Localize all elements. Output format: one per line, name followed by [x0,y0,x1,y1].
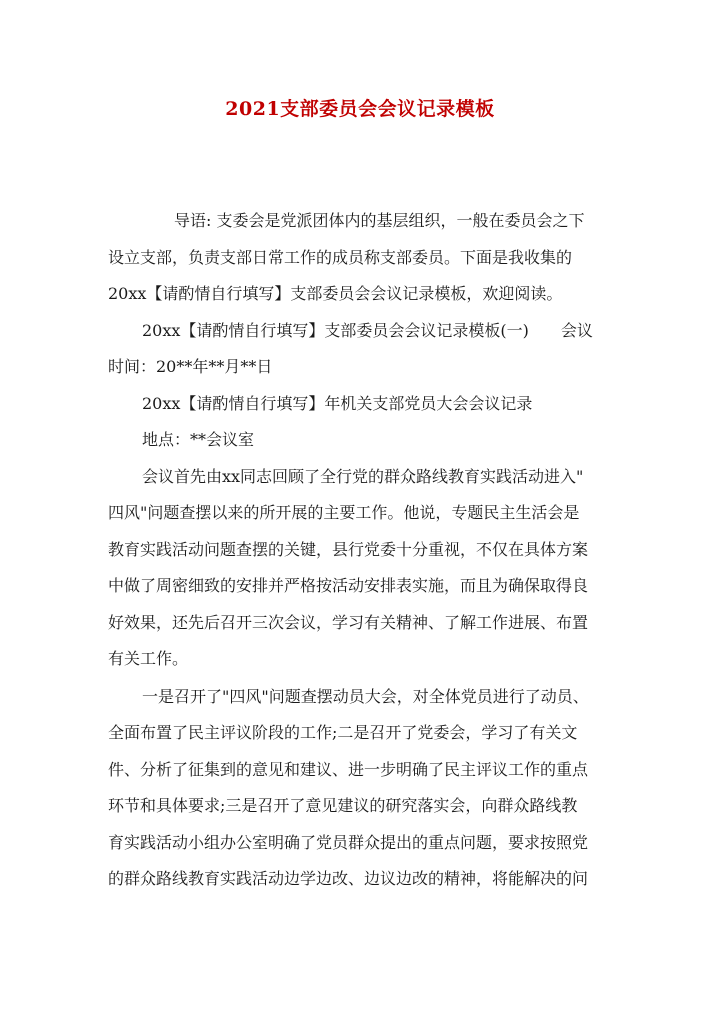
body-line: 有关工作。 [108,649,189,668]
document-title: 2021支部委员会会议记录模板 [225,98,495,120]
body-line: 环节和具体要求;三是召开了意见建议的研究落实会，向群众路线教 [108,796,578,815]
body-line: 设立支部，负责支部日常工作的成员称支部委员。下面是我收集的 [108,247,573,267]
body-line: 的群众路线教育实践活动边学边改、边议边改的精神，将能解决的问 [108,869,589,888]
body-line: 导语: 支委会是党派团体内的基层组织，一般在委员会之下 [174,211,585,230]
body-line: 时间：20**年**月**日 [108,357,273,376]
body-line: 教育实践活动问题查摆的关键，县行党委十分重视，不仅在具体方案 [108,539,589,559]
body-line: 20xx【请酌情自行填写】支部委员会会议记录模板(一) 会议 [142,320,593,340]
body-line: 20xx【请酌情自行填写】年机关支部党员大会会议记录 [142,393,533,413]
body-line: 好效果，还先后召开三次会议，学习有关精神、了解工作进展、布置 [108,612,589,632]
body-line: 全面布置了民主评议阶段的工作;二是召开了党委会，学习了有关文 [108,723,578,742]
body-line: 一是召开了"四风"问题查摆动员大会，对全体党员进行了动员、 [142,686,589,706]
body-line: 地点：**会议室 [142,430,255,449]
document-body [108,203,616,898]
body-line: 件、分析了征集到的意见和建议、进一步明确了民主评议工作的重点 [108,759,589,779]
body-line: 育实践活动小组办公室明确了党员群众提出的重点问题，要求按照党 [108,832,589,852]
body-line: 会议首先由xx同志回顾了全行党的群众路线教育实践活动进入" [142,466,584,486]
body-line: 中做了周密细致的安排并严格按活动安排表实施，而且为确保取得良 [108,576,589,595]
body-line: 四风"问题查摆以来的所开展的主要工作。他说，专题民主生活会是 [108,503,580,522]
body-line: 20xx【请酌情自行填写】支部委员会会议记录模板，欢迎阅读。 [108,284,563,303]
